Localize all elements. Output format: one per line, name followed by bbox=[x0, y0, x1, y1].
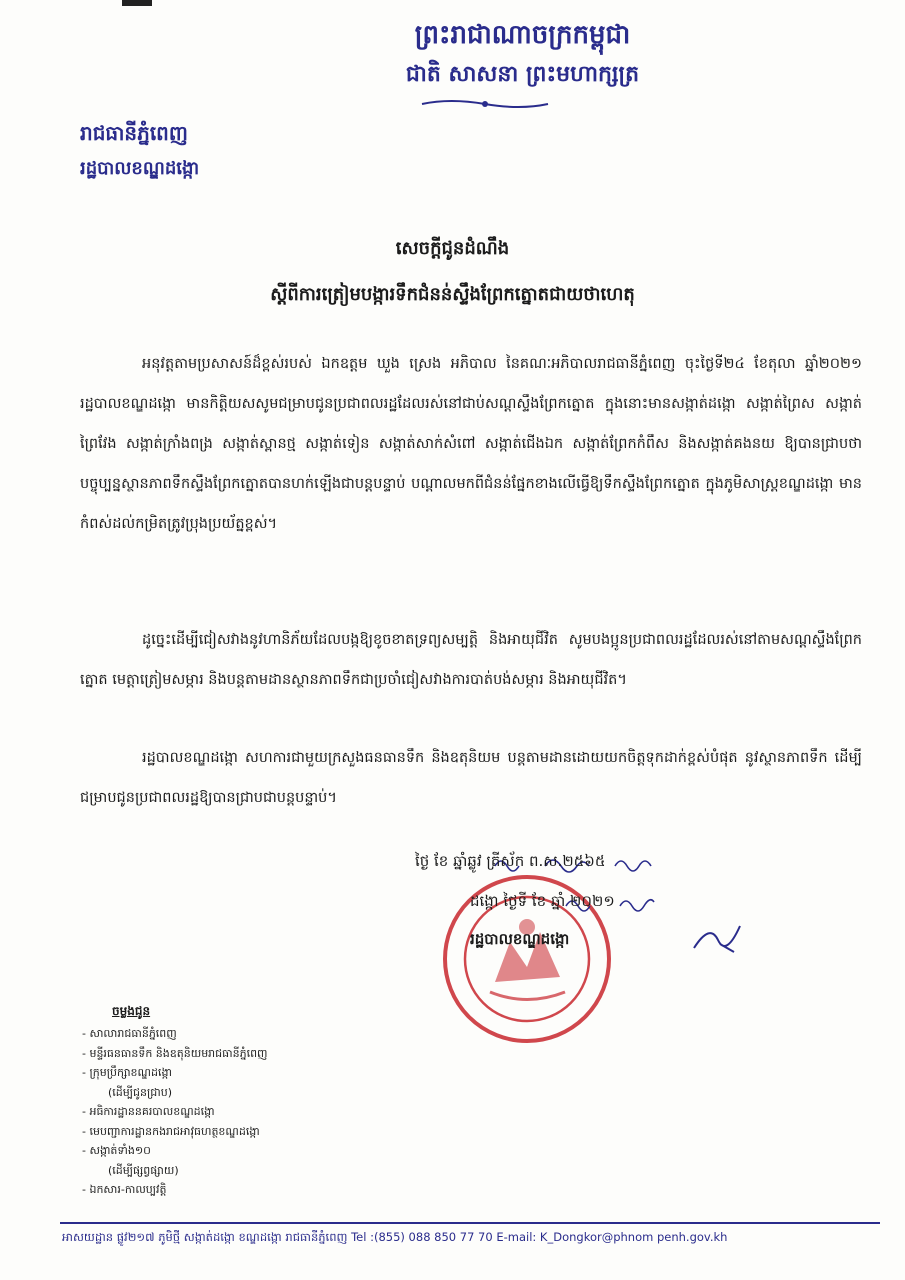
distribution-item: - សាលារាជធានីភ្នំពេញ bbox=[82, 1027, 177, 1040]
distribution-heading: ចម្លងជូន bbox=[112, 1004, 151, 1018]
body-paragraph-1: អនុវត្តតាមប្រសាសន៍ដ៏ខ្ពស់របស់ ឯកឧត្តម ឃួង ស្រេង អភិបាល នៃគណៈអភិបាលរាជធានីភ្នំពេញ ចុះថ្ងៃទី២៤ ខែតុលា ឆ្នាំ២០២១ រដ្ឋបាលខណ្ឌដង្កោ មានកិត្តិយសសូមជម្រាបជូនប្រជាពលរដ្ឋដែលរស់នៅជាប់សណ្តស្ទឹងព្រែកត្នោត ក្នុងនោះមានសង្កាត់ដង្កោ សង្កាត់ព្រៃស សង្កាត់ព្រៃវែង សង្កាត់ក្រាំងពង្រ សង្កាត់ស្ពានថ្ម សង្កាត់ទៀន សង្កាត់សាក់សំពៅ សង្កាត់ជើងឯក សង្កាត់ព្រែកកំពឹស និងសង្កាត់គងនយ ឱ្យបានជ្រាបថា បច្ចុប្បន្នស្ថានភាពទឹកស្ទឹងព្រែកត្នោតបានហក់ឡើងជាបន្តបន្ទាប់ បណ្តាលមកពីជំនន់ផ្នែកខាងលើធ្វើឱ្យទឹកស្ទឹងព្រែកត្នោត ក្នុងភូមិសាស្ត្រខណ្ឌដង្កោ មានកំពស់ដល់កម្រិតត្រូវប្រុងប្រយ័ត្នខ្ពស់។ bbox=[80, 356, 862, 532]
national-motto: ជាតិ សាសនា ព្រះមហាក្សត្រ bbox=[405, 62, 640, 87]
distribution-item: - មន្ទីរធនធានទឹក និងឧតុនិយមរាជធានីភ្នំពេញ bbox=[82, 1046, 268, 1060]
footer-divider bbox=[60, 1222, 880, 1224]
capital-name: រាជធានីភ្នំពេញ bbox=[80, 121, 188, 145]
notice-title: សេចក្តីជូនដំណឹង bbox=[395, 238, 510, 259]
solar-date: ដង្កោ ថ្ងៃទី ខែ ឆ្នាំ ២០២១ bbox=[470, 892, 615, 910]
signature-icon bbox=[690, 918, 750, 958]
lunar-date: ថ្ងៃ ខែ ឆ្នាំឆ្លូវ ត្រីស័ក ព.ស.២៥៦៥ bbox=[415, 852, 606, 870]
distribution-item: (ដើម្បីផ្សព្វផ្សាយ) bbox=[108, 1163, 179, 1177]
kingdom-heading: ព្រះរាជាណាចក្រកម្ពុជា bbox=[414, 20, 631, 50]
district-administration: រដ្ឋបាលខណ្ឌដង្កោ bbox=[80, 158, 200, 179]
distribution-item: - ឯកសារ-កាលប្បវត្តិ bbox=[82, 1183, 167, 1196]
scan-artifact-mark bbox=[122, 0, 152, 6]
distribution-item: - មេបញ្ជាការដ្ឋានកងរាជអាវុធហត្ថខណ្ឌដង្កោ bbox=[82, 1124, 260, 1138]
body-paragraph-3: រដ្ឋបាលខណ្ឌដង្កោ សហការជាមួយក្រសួងធនធានទឹក និងឧតុនិយម បន្តតាមដានដោយយកចិត្តទុកដាក់ខ្ពស់បំផុត នូវស្ថានភាពទឹក ដើម្បីជម្រាបជូនប្រជាពលរដ្ឋឱ្យបានជ្រាបជាបន្តបន្ទាប់។ bbox=[80, 750, 862, 806]
distribution-item: (ដើម្បីជូនជ្រាប) bbox=[108, 1085, 173, 1099]
ornament-divider-icon bbox=[420, 98, 550, 110]
notice-subject: ស្តីពីការត្រៀមបង្ការទឹកជំនន់ស្ទឹងព្រែកត្នោតជាយថាហេតុ bbox=[270, 284, 635, 305]
distribution-item: - អធិការដ្ឋាននគរបាលខណ្ឌដង្កោ bbox=[82, 1105, 215, 1118]
distribution-item: - សង្កាត់ទាំង១០ bbox=[82, 1144, 151, 1157]
signer-title: រដ្ឋបាលខណ្ឌដង្កោ bbox=[470, 930, 570, 948]
distribution-item: - ក្រុមប្រឹក្សាខណ្ឌដង្កោ bbox=[82, 1066, 172, 1079]
body-paragraph-2: ដូច្នេះដើម្បីជៀសវាងនូវហានិភ័យដែលបង្កឱ្យខូចខាតទ្រព្យសម្បត្តិ និងអាយុជីវិត សូមបងប្អូនប្រជាពលរដ្ឋដែលរស់នៅតាមសណ្តស្ទឹងព្រែកត្នោត មេត្តាត្រៀមសម្ភារ និងបន្តតាមដានស្ថានភាពទឹកជាប្រចាំជៀសវាងការបាត់បង់សម្ភារ និងអាយុជីវិត។ bbox=[80, 632, 862, 688]
distribution-list bbox=[82, 1024, 268, 1200]
footer-contact: អាសយដ្ឋាន ផ្លូវ២១៧ ភូមិថ្មី សង្កាត់ដង្កោ ខណ្ឌដង្កោ រាជធានីភ្នំពេញ Tel :(855) 088 850 77 70 E-mail: K_Dongkor@phnom penh.gov.kh bbox=[62, 1230, 728, 1244]
